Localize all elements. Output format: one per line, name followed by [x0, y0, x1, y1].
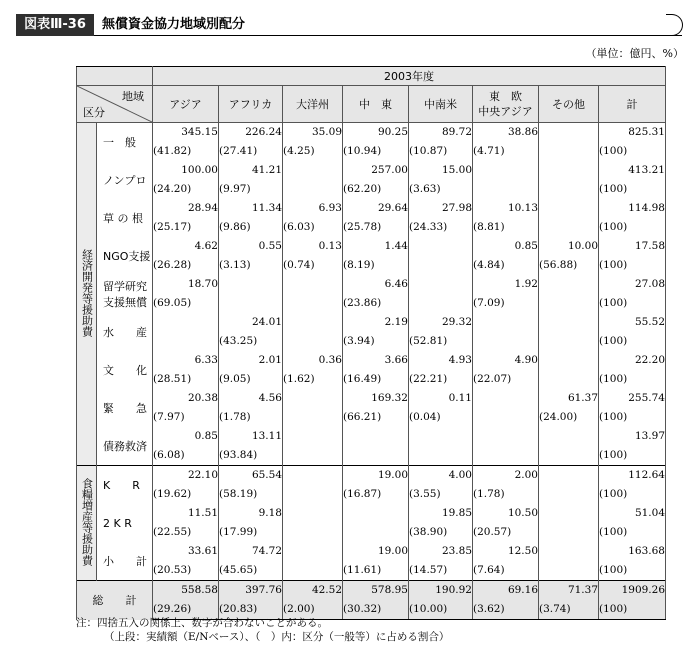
corner-region-label: 地域: [122, 90, 144, 103]
column-header-row: [77, 86, 666, 123]
percent-cell: [283, 294, 343, 313]
total-percent-cell: (20.83): [219, 600, 283, 620]
percent-row: [77, 142, 666, 161]
row-label: [97, 542, 153, 581]
percent-cell: [473, 446, 539, 466]
column-header: アジア: [153, 86, 219, 123]
percent-cell: (27.41): [219, 142, 283, 161]
total-percent-cell: (2.00): [283, 600, 343, 620]
percent-cell: (28.51): [153, 370, 219, 389]
percent-row: [77, 408, 666, 427]
percent-cell: (56.88): [539, 256, 599, 275]
percent-row: [77, 446, 666, 466]
column-header: 大洋州: [283, 86, 343, 123]
amount-cell: [283, 504, 343, 523]
percent-cell: (69.05): [153, 294, 219, 313]
row-label-line-2: 支援無償: [103, 296, 147, 309]
percent-cell: (45.65): [219, 561, 283, 581]
amount-cell: 15.00: [409, 161, 473, 180]
value-row: [77, 123, 666, 143]
amount-cell: 9.18: [219, 504, 283, 523]
percent-cell: (62.20): [343, 180, 409, 199]
percent-cell: (7.64): [473, 561, 539, 581]
amount-cell: [539, 504, 599, 523]
amount-cell: 65.54: [219, 466, 283, 486]
percent-cell: [473, 408, 539, 427]
percent-cell: [283, 332, 343, 351]
percent-cell: (17.99): [219, 523, 283, 542]
percent-cell: (9.05): [219, 370, 283, 389]
percent-cell: [343, 446, 409, 466]
row-label-text: 緊 急: [103, 402, 147, 415]
percent-cell: (100): [599, 370, 666, 389]
amount-cell: [283, 161, 343, 180]
figure-title: 無償資金協力地域別配分: [102, 17, 246, 32]
value-row: [77, 427, 666, 446]
year-header-row: [77, 67, 666, 86]
total-percent-cell: (3.62): [473, 600, 539, 620]
total-amount-cell: 69.16: [473, 581, 539, 601]
amount-cell: [539, 123, 599, 143]
percent-cell: (100): [599, 142, 666, 161]
percent-cell: (100): [599, 485, 666, 504]
column-header: その他: [539, 86, 599, 123]
row-label-text: 2 K R: [103, 516, 132, 530]
amount-cell: [473, 161, 539, 180]
percent-cell: (100): [599, 218, 666, 237]
column-header: 計: [599, 86, 666, 123]
amount-cell: 255.74: [599, 389, 666, 408]
corner-header: [77, 86, 153, 123]
percent-cell: [283, 561, 343, 581]
amount-cell: 27.98: [409, 199, 473, 218]
amount-cell: [539, 199, 599, 218]
amount-cell: [283, 313, 343, 332]
percent-cell: (26.28): [153, 256, 219, 275]
percent-row: [77, 294, 666, 313]
amount-cell: [539, 275, 599, 294]
amount-cell: 12.50: [473, 542, 539, 561]
percent-cell: [409, 294, 473, 313]
group-food-production: [77, 466, 97, 581]
percent-cell: (20.57): [473, 523, 539, 542]
row-label-text: K R: [103, 479, 140, 492]
percent-row: [77, 370, 666, 389]
total-percent-cell: (100): [599, 600, 666, 620]
value-row: [77, 351, 666, 370]
percent-cell: (58.19): [219, 485, 283, 504]
amount-cell: 0.85: [153, 427, 219, 446]
percent-cell: (4.84): [473, 256, 539, 275]
percent-cell: [343, 523, 409, 542]
value-row: [77, 161, 666, 180]
amount-cell: 89.72: [409, 123, 473, 143]
percent-cell: [539, 218, 599, 237]
amount-cell: 413.21: [599, 161, 666, 180]
percent-cell: (8.19): [343, 256, 409, 275]
percent-cell: [283, 485, 343, 504]
percent-cell: (16.49): [343, 370, 409, 389]
percent-cell: [539, 561, 599, 581]
value-row: [77, 504, 666, 523]
row-label-text: 小 計: [103, 555, 147, 568]
amount-cell: 13.11: [219, 427, 283, 446]
amount-cell: [409, 275, 473, 294]
value-row: [77, 542, 666, 561]
value-row: [77, 275, 666, 294]
allocation-table: [76, 66, 666, 620]
percent-cell: (6.08): [153, 446, 219, 466]
amount-cell: 18.70: [153, 275, 219, 294]
row-label: [97, 199, 153, 237]
percent-cell: (11.61): [343, 561, 409, 581]
percent-cell: (4.25): [283, 142, 343, 161]
total-label-text: 総 計: [92, 594, 137, 608]
total-percent-cell: (30.32): [343, 600, 409, 620]
percent-cell: (1.78): [219, 408, 283, 427]
percent-cell: (41.82): [153, 142, 219, 161]
percent-cell: [539, 332, 599, 351]
percent-cell: [539, 485, 599, 504]
percent-cell: [219, 294, 283, 313]
note-line-2: （上段：実績額（E/Nベース）、（ ）内：区分（一般等）に占める割合）: [104, 631, 450, 643]
amount-cell: 6.46: [343, 275, 409, 294]
amount-cell: 4.93: [409, 351, 473, 370]
percent-cell: (7.97): [153, 408, 219, 427]
amount-cell: 33.61: [153, 542, 219, 561]
amount-cell: [473, 313, 539, 332]
amount-cell: 345.15: [153, 123, 219, 143]
percent-cell: (10.94): [343, 142, 409, 161]
amount-cell: 24.01: [219, 313, 283, 332]
amount-cell: 4.56: [219, 389, 283, 408]
percent-cell: (1.62): [283, 370, 343, 389]
row-label-text: 水 産: [103, 326, 147, 339]
row-label-text: 債務救済: [103, 440, 147, 453]
total-value-row: [77, 581, 666, 601]
amount-cell: [283, 389, 343, 408]
percent-row: [77, 485, 666, 504]
amount-cell: [219, 275, 283, 294]
group-label: 経済開発等援助費: [80, 248, 94, 337]
amount-cell: 22.10: [153, 466, 219, 486]
amount-cell: [343, 427, 409, 446]
amount-cell: 257.00: [343, 161, 409, 180]
percent-cell: [539, 294, 599, 313]
amount-cell: 51.04: [599, 504, 666, 523]
value-row: [77, 313, 666, 332]
percent-cell: [409, 256, 473, 275]
year-label: 2003年度: [153, 67, 666, 86]
amount-cell: 20.38: [153, 389, 219, 408]
percent-cell: (24.20): [153, 180, 219, 199]
amount-cell: [153, 313, 219, 332]
total-amount-cell: 397.76: [219, 581, 283, 601]
row-label: [97, 427, 153, 466]
header-arc-decoration: [666, 14, 683, 36]
percent-cell: [283, 523, 343, 542]
amount-cell: 11.51: [153, 504, 219, 523]
percent-cell: [283, 446, 343, 466]
amount-cell: [539, 351, 599, 370]
percent-cell: (22.21): [409, 370, 473, 389]
amount-cell: 10.00: [539, 237, 599, 256]
percent-cell: (7.09): [473, 294, 539, 313]
percent-cell: [283, 180, 343, 199]
group-economic-development: [77, 123, 97, 466]
amount-cell: 2.01: [219, 351, 283, 370]
column-header: 中 東: [343, 86, 409, 123]
amount-cell: 3.66: [343, 351, 409, 370]
percent-cell: (3.55): [409, 485, 473, 504]
percent-cell: (19.62): [153, 485, 219, 504]
percent-cell: (93.84): [219, 446, 283, 466]
row-label: [97, 161, 153, 199]
percent-row: [77, 180, 666, 199]
row-label-text: 文 化: [103, 364, 147, 377]
percent-cell: (25.78): [343, 218, 409, 237]
total-label: [77, 581, 153, 620]
percent-cell: [539, 370, 599, 389]
total-amount-cell: 190.92: [409, 581, 473, 601]
unit-label: （単位：億円、%）: [585, 47, 684, 60]
total-amount-cell: 558.58: [153, 581, 219, 601]
amount-cell: 0.85: [473, 237, 539, 256]
amount-cell: 19.00: [343, 542, 409, 561]
percent-cell: (1.78): [473, 485, 539, 504]
percent-cell: [539, 180, 599, 199]
amount-cell: 29.64: [343, 199, 409, 218]
header-blank: [77, 67, 153, 86]
note-line-1: 注：四捨五入の関係上、数字が合わないことがある。: [76, 617, 328, 629]
percent-cell: [283, 408, 343, 427]
percent-row: [77, 256, 666, 275]
amount-cell: [539, 427, 599, 446]
percent-cell: (0.04): [409, 408, 473, 427]
percent-cell: (22.07): [473, 370, 539, 389]
row-label-text: 一 般: [103, 136, 136, 149]
total-amount-cell: 42.52: [283, 581, 343, 601]
amount-cell: 0.36: [283, 351, 343, 370]
amount-cell: 0.13: [283, 237, 343, 256]
amount-cell: 41.21: [219, 161, 283, 180]
percent-cell: (43.25): [219, 332, 283, 351]
percent-cell: (52.81): [409, 332, 473, 351]
amount-cell: 6.33: [153, 351, 219, 370]
percent-cell: (100): [599, 294, 666, 313]
amount-cell: 55.52: [599, 313, 666, 332]
amount-cell: [409, 427, 473, 446]
percent-cell: (100): [599, 446, 666, 466]
amount-cell: 6.93: [283, 199, 343, 218]
row-label: [97, 504, 153, 542]
amount-cell: 28.94: [153, 199, 219, 218]
amount-cell: 169.32: [343, 389, 409, 408]
percent-cell: (100): [599, 523, 666, 542]
amount-cell: 114.98: [599, 199, 666, 218]
row-label: [97, 275, 153, 313]
row-label: [97, 351, 153, 389]
percent-cell: (100): [599, 180, 666, 199]
amount-cell: 10.13: [473, 199, 539, 218]
percent-cell: (100): [599, 561, 666, 581]
amount-cell: 1.92: [473, 275, 539, 294]
amount-cell: [409, 237, 473, 256]
amount-cell: 2.19: [343, 313, 409, 332]
percent-cell: [539, 523, 599, 542]
percent-cell: (100): [599, 332, 666, 351]
amount-cell: 825.31: [599, 123, 666, 143]
percent-cell: [473, 180, 539, 199]
figure-header: [16, 14, 682, 36]
figure-label: 図表Ⅲ-36: [16, 14, 94, 36]
amount-cell: 38.86: [473, 123, 539, 143]
group-label: 食糧増産等援助費: [80, 477, 94, 566]
row-label-text: NGO支援: [103, 250, 151, 263]
row-label: [97, 313, 153, 351]
amount-cell: [539, 313, 599, 332]
amount-cell: [283, 275, 343, 294]
percent-row: [77, 332, 666, 351]
percent-row: [77, 218, 666, 237]
amount-cell: 22.20: [599, 351, 666, 370]
amount-cell: [283, 427, 343, 446]
total-amount-cell: 578.95: [343, 581, 409, 601]
value-row: [77, 237, 666, 256]
amount-cell: [283, 466, 343, 486]
amount-cell: 100.00: [153, 161, 219, 180]
percent-cell: (8.81): [473, 218, 539, 237]
amount-cell: 23.85: [409, 542, 473, 561]
row-label-text: ノンプロ: [103, 174, 147, 187]
table-notes: [76, 616, 449, 644]
value-row: [77, 199, 666, 218]
total-amount-cell: 1909.26: [599, 581, 666, 601]
percent-cell: [473, 332, 539, 351]
amount-cell: 2.00: [473, 466, 539, 486]
amount-cell: 19.85: [409, 504, 473, 523]
percent-cell: (100): [599, 408, 666, 427]
header-rule: [94, 35, 682, 36]
row-label: [97, 237, 153, 275]
amount-cell: [473, 427, 539, 446]
total-amount-cell: 71.37: [539, 581, 599, 601]
amount-cell: [539, 542, 599, 561]
column-header: アフリカ: [219, 86, 283, 123]
percent-cell: (3.94): [343, 332, 409, 351]
percent-cell: (9.97): [219, 180, 283, 199]
amount-cell: 4.00: [409, 466, 473, 486]
amount-cell: 17.58: [599, 237, 666, 256]
percent-cell: (3.63): [409, 180, 473, 199]
amount-cell: 163.68: [599, 542, 666, 561]
percent-cell: (16.87): [343, 485, 409, 504]
row-label-line-1: 留学研究: [103, 280, 147, 293]
amount-cell: 112.64: [599, 466, 666, 486]
total-percent-cell: (10.00): [409, 600, 473, 620]
column-header: 東 欧 中央アジア: [473, 86, 539, 123]
percent-cell: (25.17): [153, 218, 219, 237]
percent-row: [77, 561, 666, 581]
percent-cell: (23.86): [343, 294, 409, 313]
amount-cell: [473, 389, 539, 408]
percent-cell: (6.03): [283, 218, 343, 237]
percent-cell: (38.90): [409, 523, 473, 542]
percent-cell: (14.57): [409, 561, 473, 581]
amount-cell: 29.32: [409, 313, 473, 332]
percent-row: [77, 523, 666, 542]
amount-cell: 4.90: [473, 351, 539, 370]
total-percent-cell: (3.74): [539, 600, 599, 620]
amount-cell: [343, 504, 409, 523]
amount-cell: 1.44: [343, 237, 409, 256]
total-percent-cell: (29.26): [153, 600, 219, 620]
corner-category-label: 区分: [83, 106, 105, 119]
amount-cell: 4.62: [153, 237, 219, 256]
amount-cell: 19.00: [343, 466, 409, 486]
amount-cell: 0.11: [409, 389, 473, 408]
amount-cell: 90.25: [343, 123, 409, 143]
percent-cell: (24.33): [409, 218, 473, 237]
percent-cell: [539, 446, 599, 466]
amount-cell: 11.34: [219, 199, 283, 218]
amount-cell: 27.08: [599, 275, 666, 294]
row-label-text: 草 の 根: [103, 212, 143, 225]
amount-cell: 13.97: [599, 427, 666, 446]
amount-cell: 226.24: [219, 123, 283, 143]
amount-cell: [539, 466, 599, 486]
amount-cell: 74.72: [219, 542, 283, 561]
percent-cell: (66.21): [343, 408, 409, 427]
percent-cell: (24.00): [539, 408, 599, 427]
percent-cell: [409, 446, 473, 466]
amount-cell: 0.55: [219, 237, 283, 256]
value-row: [77, 389, 666, 408]
percent-cell: (0.74): [283, 256, 343, 275]
percent-cell: (10.87): [409, 142, 473, 161]
row-label: [97, 123, 153, 162]
amount-cell: 35.09: [283, 123, 343, 143]
percent-cell: (100): [599, 256, 666, 275]
percent-cell: (4.71): [473, 142, 539, 161]
row-label: [97, 466, 153, 505]
percent-cell: [153, 332, 219, 351]
percent-cell: (9.86): [219, 218, 283, 237]
value-row: [77, 466, 666, 486]
column-header: 中南米: [409, 86, 473, 123]
percent-cell: (20.53): [153, 561, 219, 581]
percent-cell: (3.13): [219, 256, 283, 275]
amount-cell: [283, 542, 343, 561]
amount-cell: 61.37: [539, 389, 599, 408]
amount-cell: [539, 161, 599, 180]
amount-cell: 10.50: [473, 504, 539, 523]
row-label: [97, 389, 153, 427]
percent-cell: (22.55): [153, 523, 219, 542]
percent-cell: [539, 142, 599, 161]
